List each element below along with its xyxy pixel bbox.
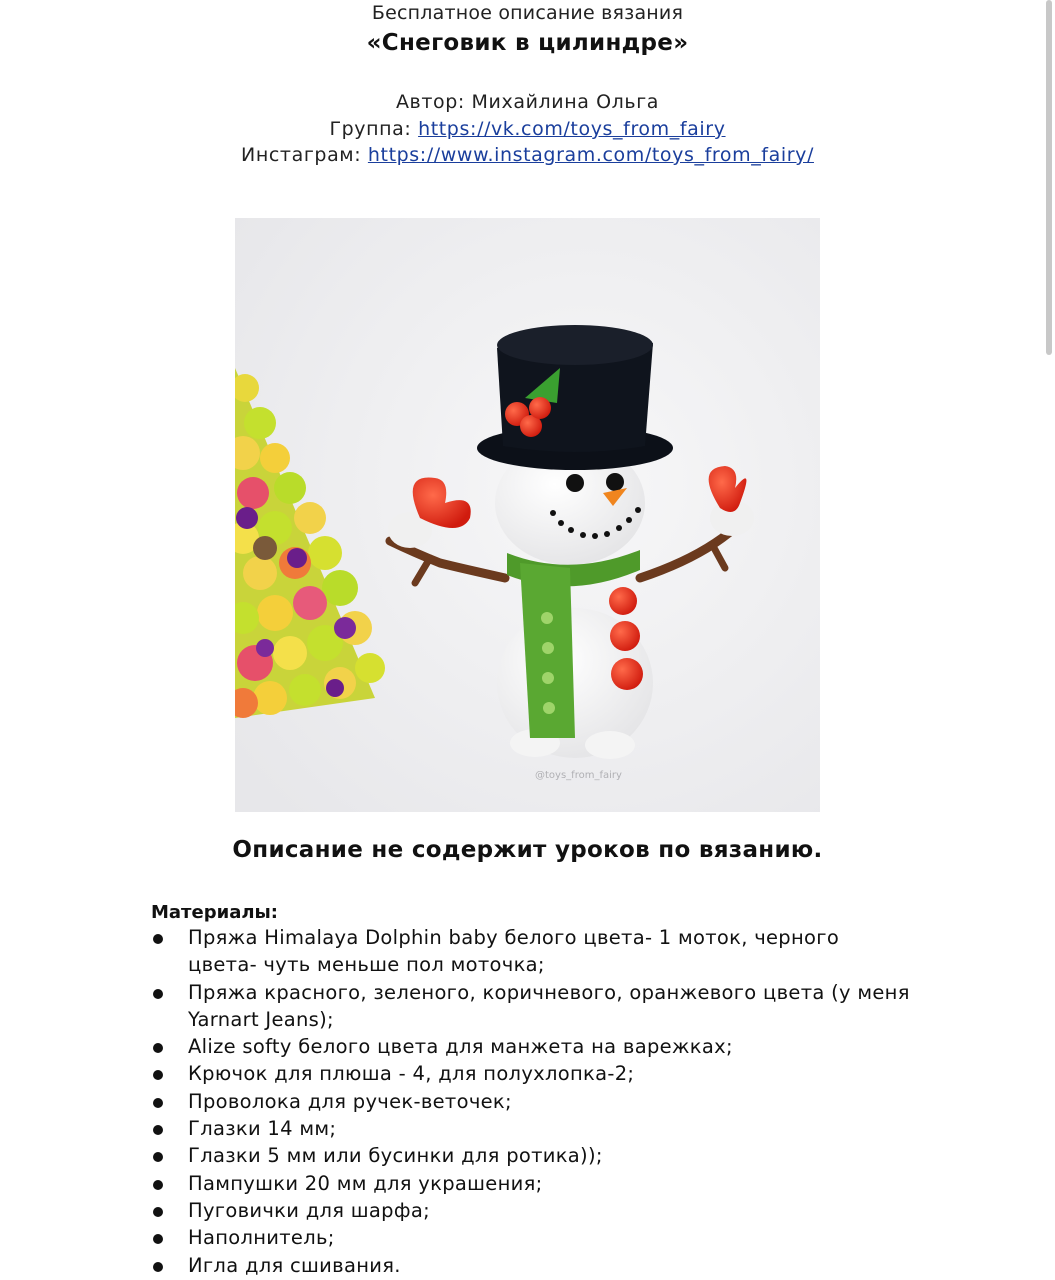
list-item: Глазки 14 мм;: [151, 1115, 911, 1142]
list-item: Проволока для ручек-веточек;: [151, 1088, 911, 1115]
list-item: Игла для сшивания.: [151, 1252, 911, 1279]
materials-list: [151, 924, 911, 1279]
group-link[interactable]: https://vk.com/toys_from_fairy: [418, 118, 726, 140]
list-item: Пампушки 20 мм для украшения;: [151, 1170, 911, 1197]
instagram-label: Инстаграм:: [241, 144, 362, 166]
group-line: [0, 118, 1055, 140]
pretitle: Бесплатное описание вязания: [371, 2, 684, 24]
list-item: Наполнитель;: [151, 1224, 911, 1251]
list-item: Пряжа красного, зеленого, коричневого, оранжевого цвета (у меня Yarnart Jeans);: [151, 979, 911, 1034]
list-item: Крючок для плюша - 4, для полухлопка-2;: [151, 1060, 911, 1087]
photo-watermark: @toys_from_fairy: [535, 770, 622, 781]
snowman-photo: [235, 218, 820, 812]
materials-heading: Материалы:: [151, 902, 279, 923]
notice-heading: Описание не содержит уроков по вязанию.: [232, 837, 823, 863]
instagram-line: [0, 144, 1055, 166]
author-label: Автор:: [395, 91, 465, 113]
list-item: Пряжа Himalaya Dolphin baby белого цвета- 1 моток, черного цвета- чуть меньше пол моточка;: [151, 924, 911, 979]
list-item: Пуговички для шарфа;: [151, 1197, 911, 1224]
list-item: Alize softy белого цвета для манжета на варежках;: [151, 1033, 911, 1060]
author-name: Михайлина Ольга: [471, 91, 660, 113]
author-line: [0, 91, 1055, 113]
instagram-link[interactable]: https://www.instagram.com/toys_from_fairy/: [367, 144, 814, 166]
list-item: Глазки 5 мм или бусинки для ротика));: [151, 1142, 911, 1169]
document-title: «Снеговик в цилиндре»: [366, 30, 689, 56]
vertical-scrollbar[interactable]: [1046, 0, 1052, 355]
group-label: Группа:: [329, 118, 412, 140]
